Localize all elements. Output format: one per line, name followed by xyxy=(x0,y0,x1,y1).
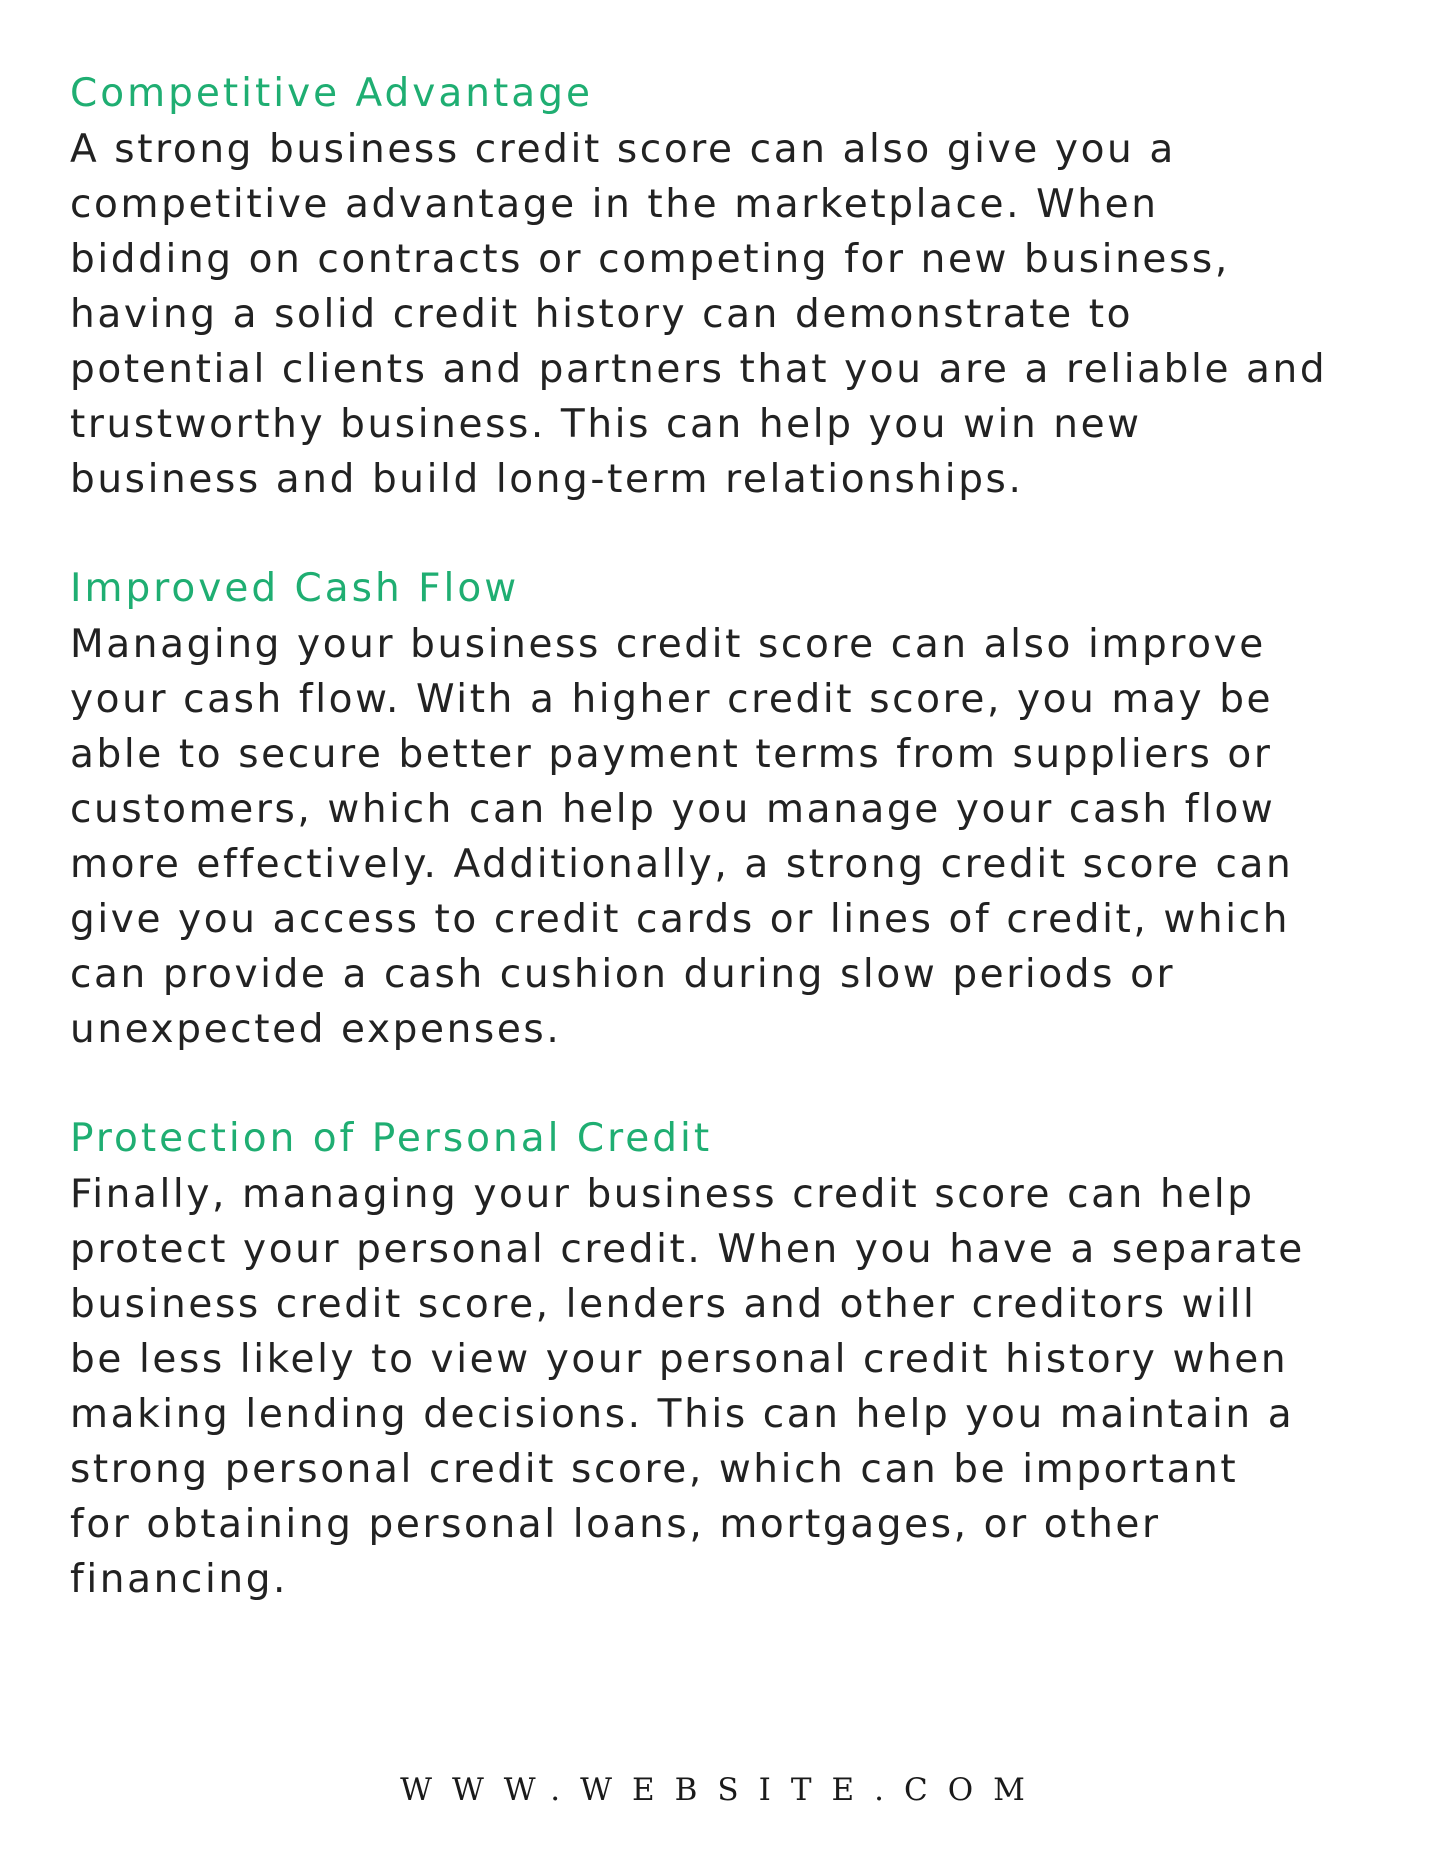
paragraph-line: for obtaining personal loans, mortgages, or other xyxy=(70,1502,1161,1547)
paragraph-line: can provide a cash cushion during slow periods or xyxy=(70,952,1176,997)
paragraph-line: Finally, managing your business credit score can help xyxy=(70,1172,1255,1217)
section-improved-cash-flow xyxy=(70,561,1400,1057)
paragraph-line: your cash flow. With a higher credit score, you may be xyxy=(70,677,1274,722)
paragraph-line: bidding on contracts or competing for new business, xyxy=(70,237,1230,282)
paragraph-line: strong personal credit score, which can be important xyxy=(70,1447,1239,1492)
paragraph-line: trustworthy business. This can help you win new xyxy=(70,402,1142,447)
paragraph-line: Managing your business credit score can also improve xyxy=(70,622,1266,667)
section-heading: Improved Cash Flow xyxy=(70,566,520,611)
paragraph-line: be less likely to view your personal credit history when xyxy=(70,1337,1289,1382)
paragraph-line: A strong business credit score can also give you a xyxy=(70,127,1176,172)
paragraph-line: customers, which can help you manage your cash flow xyxy=(70,787,1276,832)
paragraph-line: making lending decisions. This can help you maintain a xyxy=(70,1392,1295,1437)
paragraph-line: give you access to credit cards or lines of credit, which xyxy=(70,897,1291,942)
paragraph-line: able to secure better payment terms from suppliers or xyxy=(70,732,1273,777)
paragraph-line: protect your personal credit. When you have a separate xyxy=(70,1227,1305,1272)
section-paragraph xyxy=(70,122,1400,507)
paragraph-line: business and build long-term relationships. xyxy=(70,457,1024,502)
footer-website: WWW.WEBSITE.COM xyxy=(400,1772,1045,1808)
paragraph-line: potential clients and partners that you are a reliable and xyxy=(70,347,1328,392)
section-heading: Competitive Advantage xyxy=(70,71,593,116)
section-heading: Protection of Personal Credit xyxy=(70,1116,713,1161)
paragraph-line: having a solid credit history can demonstrate to xyxy=(70,292,1134,337)
paragraph-line: financing. xyxy=(70,1557,289,1602)
paragraph-line: business credit score, lenders and other creditors will xyxy=(70,1282,1257,1327)
paragraph-line: more effectively. Additionally, a strong credit score can xyxy=(70,842,1294,887)
section-competitive-advantage xyxy=(70,66,1400,507)
paragraph-line: competitive advantage in the marketplace. When xyxy=(70,182,1159,227)
document-content xyxy=(70,66,1400,1661)
section-protection-of-personal-credit xyxy=(70,1111,1400,1607)
paragraph-line: unexpected expenses. xyxy=(70,1007,562,1052)
section-paragraph xyxy=(70,617,1400,1057)
section-paragraph xyxy=(70,1167,1400,1607)
